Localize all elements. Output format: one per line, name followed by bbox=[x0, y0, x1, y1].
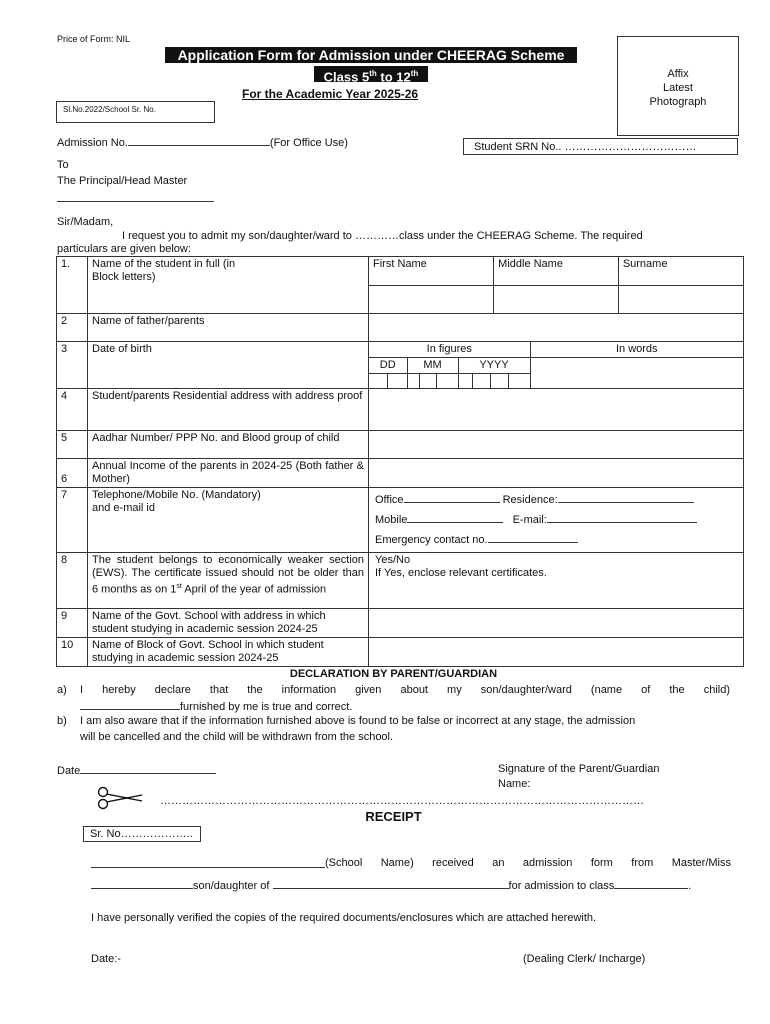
father-name-field[interactable] bbox=[369, 314, 744, 342]
request-line: I request you to admit my son/daughter/ward to …………class under the CHEERAG Scheme. The required bbox=[122, 230, 643, 242]
ews-label: The student belongs to economically weaker section (EWS). The certificate issued should not be older than 6 months as on 1 bbox=[92, 554, 364, 596]
row-number: 2 bbox=[57, 314, 88, 342]
email-label: E-mail: bbox=[512, 514, 547, 526]
table-row bbox=[57, 389, 744, 431]
declaration-b-marker: b) bbox=[57, 715, 67, 727]
receipt-line-1-text: (School Name) received an admission form from Master/Miss bbox=[325, 857, 731, 869]
receipt-line-1 bbox=[91, 857, 731, 869]
table-row bbox=[57, 431, 744, 459]
row-number: 9 bbox=[57, 609, 88, 638]
residence-label: Residence: bbox=[502, 494, 558, 506]
dob-mm-header: MM bbox=[407, 358, 458, 374]
row-label: Name of the student in full (in Block letters) bbox=[88, 257, 369, 314]
table-row bbox=[57, 459, 744, 488]
admission-no-label: Admission No. bbox=[57, 137, 128, 149]
photo-line: Latest bbox=[663, 82, 693, 94]
row-number: 10 bbox=[57, 638, 88, 667]
office-phone-field[interactable] bbox=[404, 492, 500, 503]
class-from: Class 5 bbox=[323, 69, 370, 85]
child-name-field[interactable] bbox=[80, 699, 180, 710]
contact-cell bbox=[369, 488, 744, 553]
dob-digit-field[interactable] bbox=[419, 374, 436, 389]
receipt-son-of: son/daughter of bbox=[193, 880, 270, 892]
photo-line: Affix bbox=[667, 68, 689, 80]
declaration-a-line2 bbox=[80, 699, 352, 713]
first-name-header: First Name bbox=[369, 257, 494, 286]
surname-field[interactable] bbox=[618, 286, 743, 313]
signature-label: Signature of the Parent/Guardian bbox=[498, 763, 660, 775]
middle-name-header: Middle Name bbox=[494, 257, 619, 286]
class-range-title bbox=[314, 66, 428, 85]
mobile-label: Mobile bbox=[375, 514, 408, 526]
row-label: Annual Income of the parents in 2024-25 (Both father & Mother) bbox=[88, 459, 369, 488]
row-number: 4 bbox=[57, 389, 88, 431]
table-row bbox=[57, 488, 744, 553]
dob-digit-field[interactable] bbox=[369, 374, 387, 389]
salutation: Sir/Madam, bbox=[57, 216, 114, 228]
admission-no-field[interactable] bbox=[128, 135, 270, 146]
class-to: to 12 bbox=[376, 69, 411, 85]
date-line bbox=[57, 763, 216, 777]
sl-no-label: Sl.No.2022/School Sr. No. bbox=[63, 105, 156, 114]
dob-in-figures: In figures bbox=[369, 342, 530, 358]
dob-digit-field[interactable] bbox=[387, 374, 407, 389]
receipt-sr-no-box[interactable] bbox=[83, 826, 201, 842]
emergency-label: Emergency contact no. bbox=[375, 534, 488, 546]
row-label bbox=[88, 488, 369, 553]
form-title: Application Form for Admission under CHEERAG Scheme bbox=[165, 47, 577, 63]
student-field[interactable] bbox=[91, 878, 193, 889]
photo-line: Photograph bbox=[649, 96, 707, 108]
dob-digit-field[interactable] bbox=[407, 374, 419, 389]
declaration-a-marker: a) bbox=[57, 684, 67, 696]
row-label: Name of father/parents bbox=[88, 314, 369, 342]
row-number: 1. bbox=[57, 257, 88, 314]
address-field[interactable] bbox=[369, 389, 744, 431]
date-label: Date bbox=[57, 765, 81, 777]
dob-digit-field[interactable] bbox=[490, 374, 508, 389]
request-line: particulars are given below: bbox=[57, 243, 191, 255]
receipt-sr-no: Sr. No……………….. bbox=[90, 828, 193, 840]
admission-no-line bbox=[57, 135, 348, 149]
ews-yes-no[interactable]: Yes/No bbox=[375, 554, 411, 566]
receipt-class-label: for admission to class bbox=[508, 880, 615, 892]
ews-label-end: April of the year of admission bbox=[181, 583, 327, 596]
table-row bbox=[57, 314, 744, 342]
row-label-line: Telephone/Mobile No. (Mandatory) bbox=[92, 489, 261, 501]
principal-label: The Principal/Head Master bbox=[57, 175, 188, 187]
to-label: To bbox=[57, 159, 69, 171]
dob-digit-field[interactable] bbox=[508, 374, 530, 389]
class-field[interactable] bbox=[614, 878, 688, 889]
dob-cell bbox=[369, 342, 744, 389]
cut-line: …………………………………………………………………………………………………………………… bbox=[160, 795, 644, 807]
particulars-table bbox=[56, 256, 744, 667]
table-row bbox=[57, 553, 744, 609]
principal-underline bbox=[57, 201, 214, 202]
income-field[interactable] bbox=[369, 459, 744, 488]
row-label bbox=[88, 553, 369, 609]
middle-name-field[interactable] bbox=[494, 286, 619, 313]
receipt-date-label: Date:- bbox=[91, 953, 121, 965]
row-label: Name of Block of Govt. School in which student studying in academic session 2024-25 bbox=[88, 638, 369, 667]
row-label: Aadhar Number/ PPP No. and Blood group of child bbox=[88, 431, 369, 459]
declaration-b-line: will be cancelled and the child will be withdrawn from the school. bbox=[80, 731, 394, 743]
parent-field[interactable] bbox=[273, 878, 509, 889]
row-number: 5 bbox=[57, 431, 88, 459]
govt-school-field[interactable] bbox=[369, 609, 744, 638]
price-of-form: Price of Form: NIL bbox=[57, 34, 131, 44]
ews-cell bbox=[369, 553, 744, 609]
sl-no-box[interactable] bbox=[56, 101, 215, 123]
row-number: 7 bbox=[57, 488, 88, 553]
residence-phone-field[interactable] bbox=[558, 492, 694, 503]
receipt-heading: RECEIPT bbox=[365, 809, 422, 824]
row-number: 8 bbox=[57, 553, 88, 609]
dob-digit-field[interactable] bbox=[436, 374, 458, 389]
row-label-line: and e-mail id bbox=[92, 502, 155, 514]
block-field[interactable] bbox=[369, 638, 744, 667]
table-row bbox=[57, 342, 744, 389]
dealing-clerk-label: (Dealing Clerk/ Incharge) bbox=[523, 953, 646, 965]
scissors-icon bbox=[96, 786, 146, 810]
row-label: Name of the Govt. School with address in which student studying in academic session 2024-25 bbox=[88, 609, 369, 638]
dob-words-field[interactable] bbox=[530, 358, 743, 389]
declaration-heading: DECLARATION BY PARENT/GUARDIAN bbox=[289, 668, 498, 680]
dob-digit-field[interactable] bbox=[472, 374, 490, 389]
declaration-b-line: I am also aware that if the information furnished above is found to be false or incorrect at any stage, the admission bbox=[80, 715, 636, 727]
ews-note: If Yes, enclose relevant certificates. bbox=[375, 567, 547, 579]
sup-th: th bbox=[410, 69, 419, 78]
date-field[interactable] bbox=[80, 763, 216, 774]
sup-st: st bbox=[176, 583, 182, 590]
srn-box[interactable] bbox=[463, 138, 738, 155]
mobile-field[interactable] bbox=[407, 512, 503, 523]
srn-label: Student SRN No.. ……………………………… bbox=[474, 141, 697, 153]
emergency-field[interactable] bbox=[488, 532, 578, 543]
school-name-field[interactable] bbox=[91, 857, 325, 868]
row-label: Student/parents Residential address with address proof bbox=[88, 389, 369, 431]
row-label: Date of birth bbox=[88, 342, 369, 389]
photo-box[interactable] bbox=[617, 36, 739, 136]
dob-in-words: In words bbox=[530, 342, 743, 358]
aadhar-field[interactable] bbox=[369, 431, 744, 459]
table-row bbox=[57, 609, 744, 638]
dob-yyyy-header: YYYY bbox=[458, 358, 530, 374]
table-row bbox=[57, 638, 744, 667]
row-number: 3 bbox=[57, 342, 88, 389]
office-label: Office bbox=[375, 494, 404, 506]
first-name-field[interactable] bbox=[369, 286, 494, 313]
dob-digit-field[interactable] bbox=[458, 374, 472, 389]
declaration-a-line: I hereby declare that the information given about my son/daughter/ward (name of the child) bbox=[80, 684, 730, 696]
receipt-line-2: son/daughter of for admission to class . bbox=[91, 878, 691, 892]
table-row bbox=[57, 257, 744, 314]
receipt-verified: I have personally verified the copies of the required documents/enclosures which are attached herewith. bbox=[91, 912, 597, 924]
surname-header: Surname bbox=[618, 257, 743, 286]
office-use-label: (For Office Use) bbox=[269, 137, 348, 149]
dob-dd-header: DD bbox=[369, 358, 407, 374]
email-field[interactable] bbox=[547, 512, 697, 523]
academic-year: For the Academic Year 2025-26 bbox=[242, 87, 419, 101]
row-number: 6 bbox=[57, 459, 88, 488]
declaration-a-end: furnished by me is true and correct. bbox=[180, 701, 353, 713]
student-name-cell bbox=[369, 257, 744, 314]
name-label: Name: bbox=[498, 778, 531, 790]
sup-th: th bbox=[369, 69, 377, 78]
